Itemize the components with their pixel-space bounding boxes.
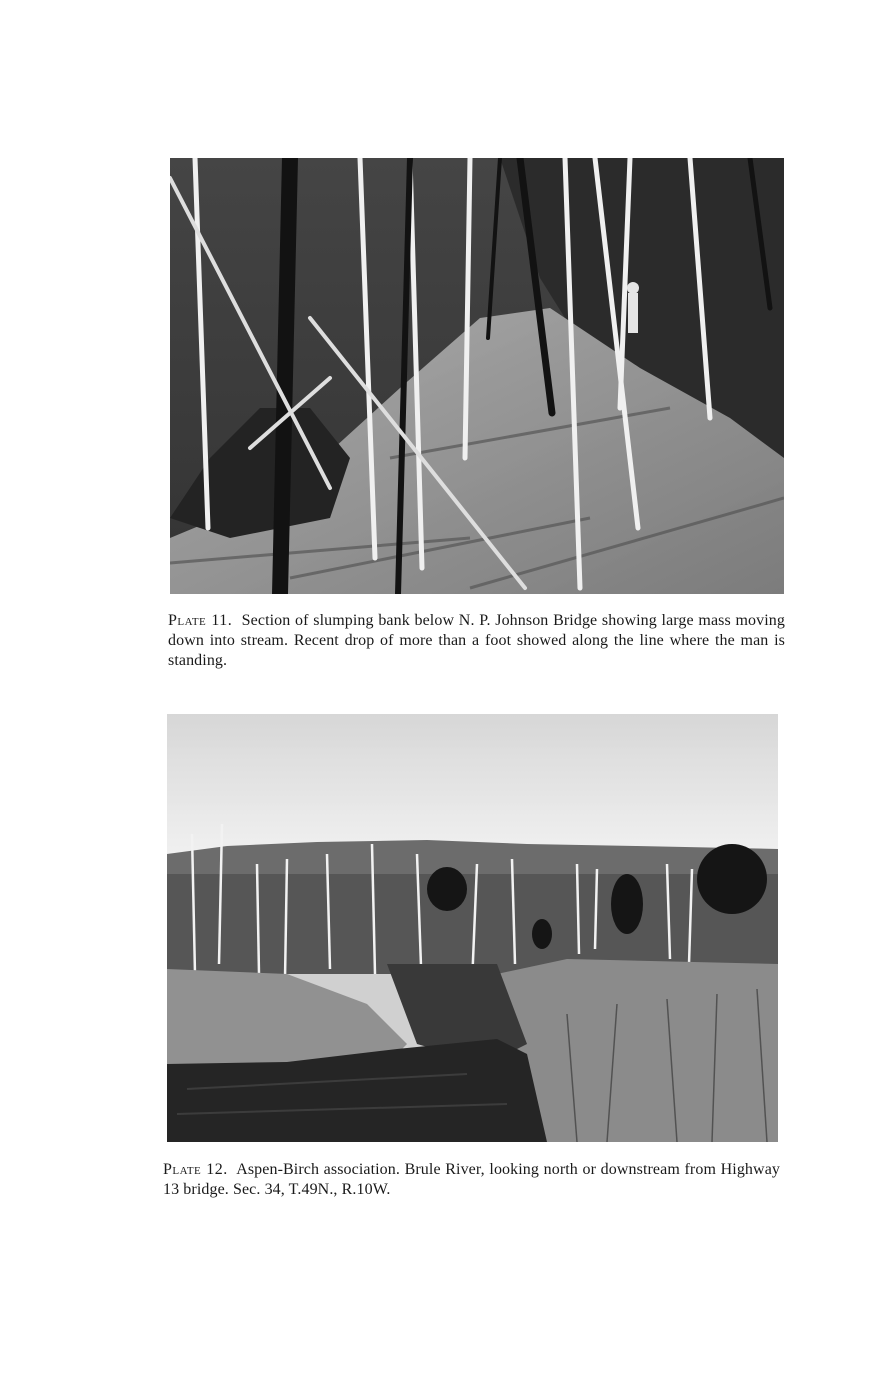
plate-12-photograph bbox=[167, 714, 778, 1142]
plate-12-label: Plate 12. bbox=[163, 1161, 228, 1178]
plate-12-caption-text: Aspen-Birch association. Brule River, looking north or downstream from Highway 13 bridge. Sec. 34, T.49N., R.10W. bbox=[163, 1161, 780, 1198]
plate-11-caption-text: Section of slumping bank below N. P. Johnson Bridge showing large mass moving down into stream. Recent drop of more than a foot showed along the line where the man is standing. bbox=[168, 612, 786, 669]
slumping-bank-image bbox=[170, 158, 784, 594]
plate-11-photograph bbox=[170, 158, 784, 594]
aspen-birch-river-image bbox=[167, 714, 778, 1142]
plate-11-label: Plate 11. bbox=[168, 612, 233, 629]
plate-11-caption bbox=[168, 611, 785, 671]
plate-12-caption bbox=[163, 1160, 780, 1200]
